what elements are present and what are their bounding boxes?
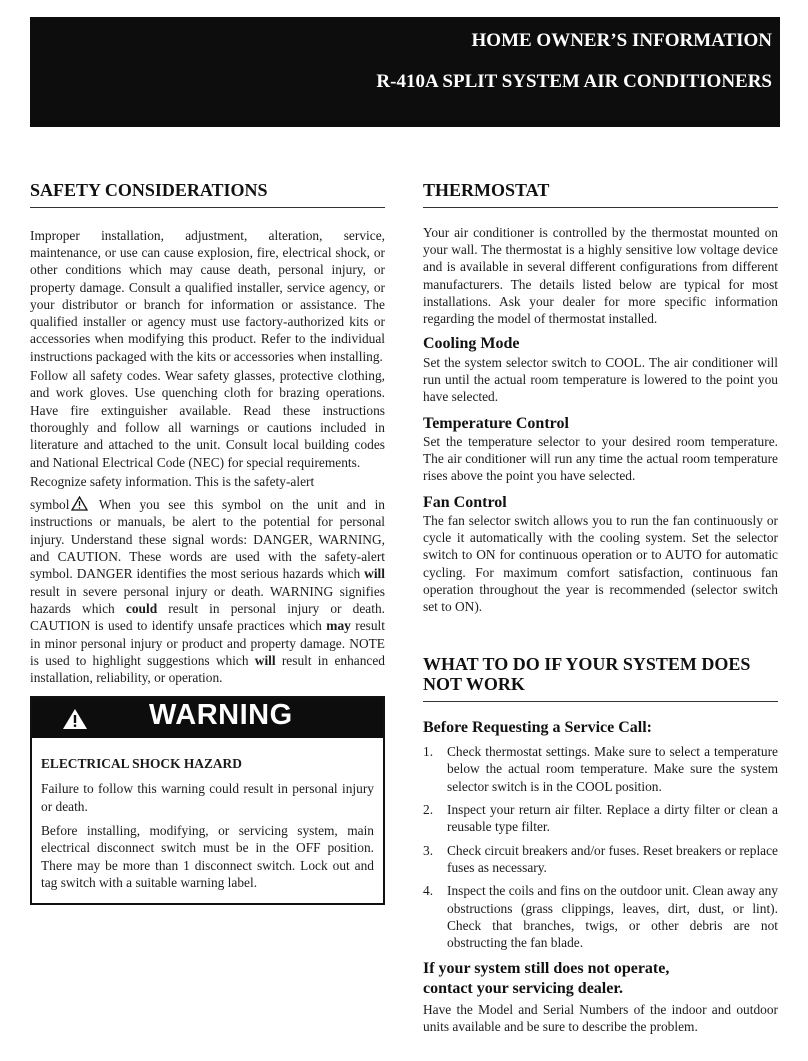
safety-paragraph-2: Follow all safety codes. Wear safety glasses, protective clothing, and work gloves. Use quenching cloth for brazing operations. Have fire extinguisher available. Read these instructions thoroughly and follow all warnings or cautions included in literature and attached to the unit. Consult local building codes and National Electrical Code (NEC) for special requirements. xyxy=(30,368,385,470)
fan-control-text: The fan selector switch allows you to run the fan continuously or cycle it automatically with the cooling system. Set the selector switch to ON for continuous operation or to AUTO for automatic cycling. For maximum comfort satisfaction, continuous fan operation throughout the year is recommended (selector switch set to ON). xyxy=(423,512,778,615)
warning-label: WARNING xyxy=(149,699,293,732)
step-number: 3. xyxy=(423,842,434,858)
safety-text-f: result in enhanced installation, reliability, or operation. xyxy=(30,652,385,686)
header-banner xyxy=(30,17,780,127)
bold-may: may xyxy=(326,618,351,634)
list-item xyxy=(423,882,778,951)
thermostat-intro: Your air conditioner is controlled by the thermostat mounted on your wall. The thermostat is a highly sensitive low voltage device and is available in several different configurations from different manufacturers. The details listed below are typical for most installations. Ask your dealer for more specific information regarding the model of thermostat installed. xyxy=(423,224,778,327)
list-item xyxy=(423,842,778,877)
step-text: Inspect your return air filter. Replace a dirty filter or clean a reusable type filter. xyxy=(447,802,778,835)
cooling-mode-text: Set the system selector switch to COOL. The air conditioner will run until the actual room temperature is lowered to the point you have selected. xyxy=(423,354,778,405)
temperature-control-title: Temperature Control xyxy=(423,414,569,432)
temperature-control-text: Set the temperature selector to your desired room temperature. The air conditioner will run any time the actual room temperature rises above the point you have selected. xyxy=(423,433,778,484)
list-item xyxy=(423,743,778,795)
bold-will-1: will xyxy=(364,566,385,582)
step-text: Check circuit breakers and/or fuses. Reset breakers or replace fuses as necessary. xyxy=(447,842,778,875)
step-number: 1. xyxy=(423,744,434,760)
bold-could: could xyxy=(125,600,158,616)
left-column xyxy=(30,180,385,905)
safety-paragraph-1: Improper installation, adjustment, alteration, service, maintenance, or use can cause explosion, fire, electrical shock, or other conditions which may cause death, personal injury, or property damage. Consult a qualified installer, service agency, or your distributor or branch for information or assistance. The qualified installer or agency must use factory-authorized kits or accessories when modifying this product. Refer to the individual instructions packaged with the kits or accessories when installing. xyxy=(30,227,385,364)
safety-text-d: result in personal injury or death. CAUTION is used to identify unsafe practices which xyxy=(30,600,385,634)
warning-body xyxy=(32,738,383,903)
safety-title: SAFETY CONSIDERATIONS xyxy=(30,180,385,208)
step-text: Inspect the coils and fins on the outdoor unit. Clean away any obstructions (grass clippings, leaves, dirt, dust, or lint). Check that branches, twigs, or other debris are not obstructing the fan blade. xyxy=(447,883,778,951)
safety-paragraph-3: Recognize safety information. This is the safety-alert xyxy=(30,473,315,489)
fan-control-title: Fan Control xyxy=(423,493,507,511)
before-service-title: Before Requesting a Service Call: xyxy=(423,718,652,736)
warning-box xyxy=(30,696,385,905)
step-number: 2. xyxy=(423,802,434,818)
safety-text-e: result in minor personal injury or product and property damage. NOTE is used to highlight suggestions which xyxy=(30,618,385,668)
symbol-word: symbol xyxy=(30,497,70,513)
warning-header xyxy=(32,698,383,738)
trouble-title: WHAT TO DO IF YOUR SYSTEM DOES NOT WORK xyxy=(423,654,778,702)
step-number: 4. xyxy=(423,883,434,899)
safety-text-c: result in severe personal injury or death. WARNING signifies hazards which xyxy=(30,583,385,616)
cooling-mode-title: Cooling Mode xyxy=(423,335,520,353)
right-column xyxy=(423,180,778,1035)
bold-will-2: will xyxy=(254,652,276,668)
header-subtitle: R-410A SPLIT SYSTEM AIR CONDITIONERS xyxy=(376,71,772,92)
warning-triangle-icon xyxy=(62,708,88,730)
list-item xyxy=(423,801,778,836)
troubleshooting-steps xyxy=(423,743,778,951)
header-title: HOME OWNER’S INFORMATION xyxy=(471,30,772,51)
still-not-working-title-2: contact your servicing dealer. xyxy=(423,979,623,997)
safety-text-b: When you see this symbol on the unit and in instructions or manuals, be alert to the potential for personal injury. Understand these signal words: DANGER, WARNING, and CAUTION. These words are used with the safety-alert symbol. DANGER identifies the most serious hazards which xyxy=(30,497,385,582)
still-not-working-title-1: If your system still does not operate, xyxy=(423,960,670,978)
safety-paragraph-4 xyxy=(30,496,385,686)
hazard-title: ELECTRICAL SHOCK HAZARD xyxy=(41,756,242,772)
thermostat-title: THERMOSTAT xyxy=(423,180,778,208)
warning-paragraph-2: Before installing, modifying, or servicing system, main electrical disconnect switch must be in the OFF position. There may be more than 1 disconnect switch. Lock out and tag switch with a suitable warning label. xyxy=(41,823,374,890)
safety-alert-icon xyxy=(71,496,88,511)
step-text: Check thermostat settings. Make sure to select a temperature below the actual room temperature. Make sure the system selector switch is in the COOL position. xyxy=(447,744,778,794)
warning-paragraph-1: Failure to follow this warning could result in personal injury or death. xyxy=(41,781,374,814)
still-not-working-text: Have the Model and Serial Numbers of the indoor and outdoor units available and be sure to describe the problem. xyxy=(423,1001,778,1035)
